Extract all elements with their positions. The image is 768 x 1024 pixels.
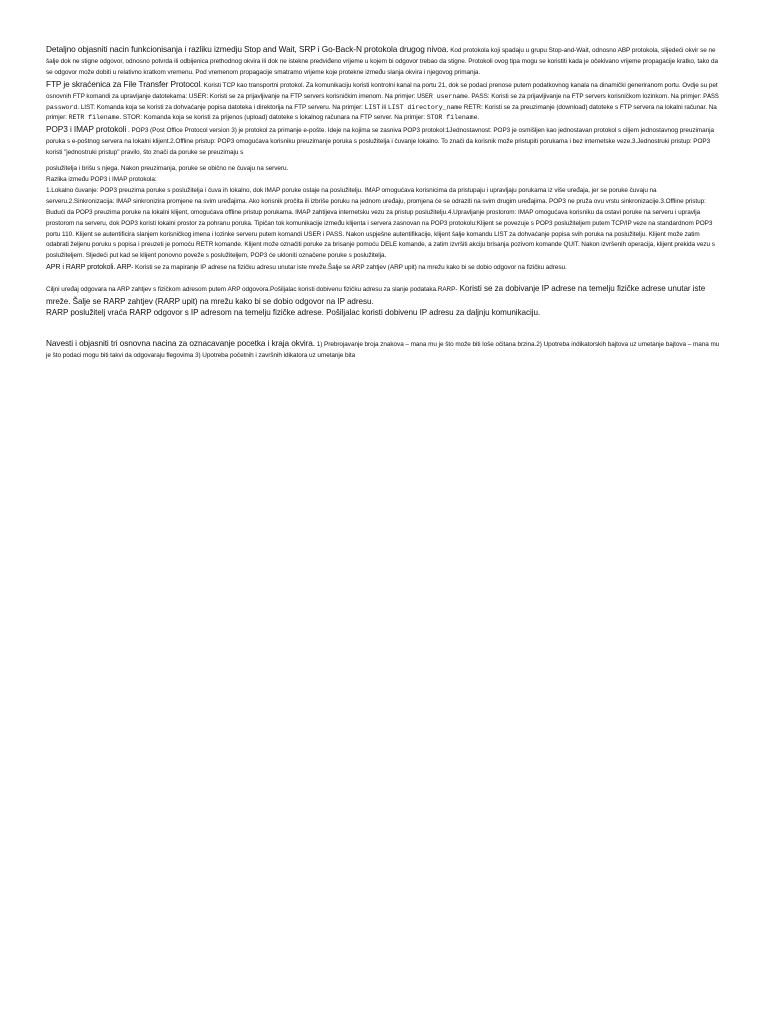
text-ftp: . [477,114,480,122]
heading-ftp: FTP je skraćenica za File Transfer Protocol [46,78,201,89]
heading-arp-rarp: APR i RARP protokoli. ARP [46,262,132,272]
text-sliding-window: Kod protokola koji spadaju u grupu Stop-and-Wait, odnosno ABP protokola, slijedeći okvir se ne šalje dok ne stigne odgovor, odnosno potvrda ili odbijenica prethodnog okvira ili dok ne istekne predviđeno vrijeme u kojem bi odgovor trebao da stigne. Protokoli ovog tipa mogu se koristiti kada je očekivano vrijeme propagacije kratko, tako da se odgovor može dobiti u relativno kratkom vremenu. Pod vremenom propagacije smatramo vrijeme koje protekne između slanja okvira i njegovog primanja. [46,47,719,76]
text-pop3: . POP3 (Post Office Protocol version 3) je protokol za primanje e-pošte. Ideje na kojima se zasniva POP3 protokol:1Jednostavnost: POP3 je osmišljen kao jednostavan protokol s ciljem jednostavnog preuzimanja poruka s e-poštnog servera na lokalni klijent.2.Offline pristup: POP3 omogućava korisniku preuzimanje poruka s poslužitelja i čuvanje lokalno. To znači da korisnik može pristupiti porukama i bez internetske veze.3.Jednostruki pristup: POP3 koristi "jednostruki pristup" pravilo, što znači da poruke se preuzimaju s [46,127,715,157]
heading-pop3-imap-difference: Razlika između POP3 i IMAP protokola: [46,175,157,183]
code-retr: RETR filename [68,114,120,122]
paragraph-arp [46,262,722,274]
text-arp: - Koristi se za mapiranje IP adrese na fizičku adresu unutar iste mreže.Šalje se ARP zahtjev (ARP upit) na mrežu kako bi se dobio odgovor na fizičku adresu. [131,264,567,272]
text-ftp: RETR: Koristi se za preuzimanje (download) datoteke s FTP servera na lokalni računar. Na primjer: [46,103,717,122]
heading-pop3-imap: POP3 i IMAP protokoli [46,124,127,135]
text-rarp: Koristi se za dobivanje IP adrese na temelju fizičke adrese unutar iste mreže. Šalje se RARP zahtjev (RARP upit) na mrežu kako bi se dobio odgovor na IP adresu. [46,284,706,306]
paragraph-frame-delimiting [46,338,722,362]
text-ftp: ili [380,103,388,111]
text-ftp: . STOR: Komanda koja se koristi za prijenos (upload) datoteke s lokalnog računara na FTP server. Na primjer: [119,114,427,122]
heading-frame-delimiting: Navesti i objasniti tri osnovna nacina za oznacavanje pocetka i kraja okvira. [46,338,316,349]
text-ftp: . Koristi TCP kao transportni protokol. Za komunikaciju koristi kontrolni kanal na portu 21, dok se podaci prenose putem podatkovnog kanala na dinamički generiranom portu. Ovdje su pet osnovnih FTP komandi za upravljanje datotekama: USER: Koristi se za prijavljivanje na FTP servers korisničkim imenom. Na primjer: [46,81,718,100]
paragraph-pop3-imap-difference: 1.Lokalno čuvanje: POP3 preuzima poruke s poslužitelja i čuva ih lokalno, dok IMAP poruke ostaje na poslužitelju. IMAP omogućava korisnicima da pristupaju i upravljaju porukama iz više uređaja, jer se poruke čuvaju na serveru.2.Sinkronizacija: IMAP sinkronizira promjene na svim uređajima. Ako korisnik pročita ili izbriše poruku na jednom uređaju, promjena će se odraziti na svim drugim uređajima. POP3 ne pruža ovu vrstu sinkronizacije.3.Offline pristup: Budući da POP3 preuzima poruke na lokalni klijent, omogućava offline pristup porukama. IMAP zahtijeva internetsku vezu za pristup poslužitelju.4.Upravljanje prostorom: IMAP omogućava korisniku da ostavi poruke na serveru i upravlja prostorom na serveru, dok POP3 koristi lokalni prostor za pohranu poruka. Tipičan tok komunikacije između klijenta i servera zasnovan na POP3 protokolu:Klijent se povezuje s POP3 poslužiteljem putem TCP/IP veze na standardnom POP3 portu 110. Klijent se autentificira slanjem korisničkog imena i lozinke serveru putem komandi USER i PASS. Nakon uspješne autentifikacije, klijent šalje komandu LIST za dohvaćanje popisa svih poruka na poslužitelju. Klijent može zatim odabrati željenu poruku s popisa i preuzeti je pomoću RETR komande. Klijent može označiti poruke za brisanje pomoću DELE komande, a zatim izvršiti akciju brisanja pozivom komande QUIT. Nakon izvršenih operacija, klijent prekida vezu s poslužiteljem. Sljedeći put kad se klijent ponovno poveže s poslužiteljem, POP3 će ukloniti označene poruke s poslužitelja. [46,186,715,260]
code-user: USER username [417,92,468,100]
code-pass: PASS password [46,92,719,111]
heading-sliding-window: Detaljno objasniti nacin funkcionisanja i razliku izmedju Stop and Wait, SRP i Go-Back-N protokola drugog nivoa. [46,44,449,54]
code-list-dir: LIST directory_name [387,103,463,111]
code-stor: STOR filename [426,114,478,122]
paragraph-sliding-window-protocols [46,44,722,79]
document-body [46,44,722,362]
text-frame-delimiting: 1) Prebrojavanje broja znakova – mana mu je što može biti loše očitana brzina.2) Upotreba indikatorskih bajtova uz umetanje bajtova – mana mu je što podaci mogu biti takvi da odgovaraju flegovima 3) Upotreba početnih i završnih idikatora uz umetanje bita [46,341,720,360]
text-ftp: . PASS: Koristi se za prijavljivanje na FTP servers korisničkom lozinkom. Na primjer: [467,92,704,100]
paragraph-rarp-reply: RARP poslužitelj vraća RARP odgovor s IP adresom na temelju fizičke adrese. Pošiljalac koristi dobivenu IP adresu za daljnju komunikaciju. [46,307,541,317]
paragraph-arp-rarp [46,283,722,307]
code-list: LIST [364,103,381,111]
paragraph-pop3-tail: poslužitelja i brišu s njega. Nakon preuzimanja, poruke se obično ne čuvaju na serveru. [46,165,289,173]
text-arp-reply: Ciljni uređaj odgovara na ARP zahtjev s fizičkom adresom putem ARP odgovora.Pošiljalac koristi dobivenu fizičku adresu za slanje podataka.RARP- [46,286,458,294]
paragraph-ftp [46,79,722,125]
paragraph-pop3 [46,124,722,159]
text-ftp: . LIST: Komanda koja se koristi za dohvaćanje popisa datoteka i direktorija na FTP serveru. Na primjer: [77,103,365,111]
